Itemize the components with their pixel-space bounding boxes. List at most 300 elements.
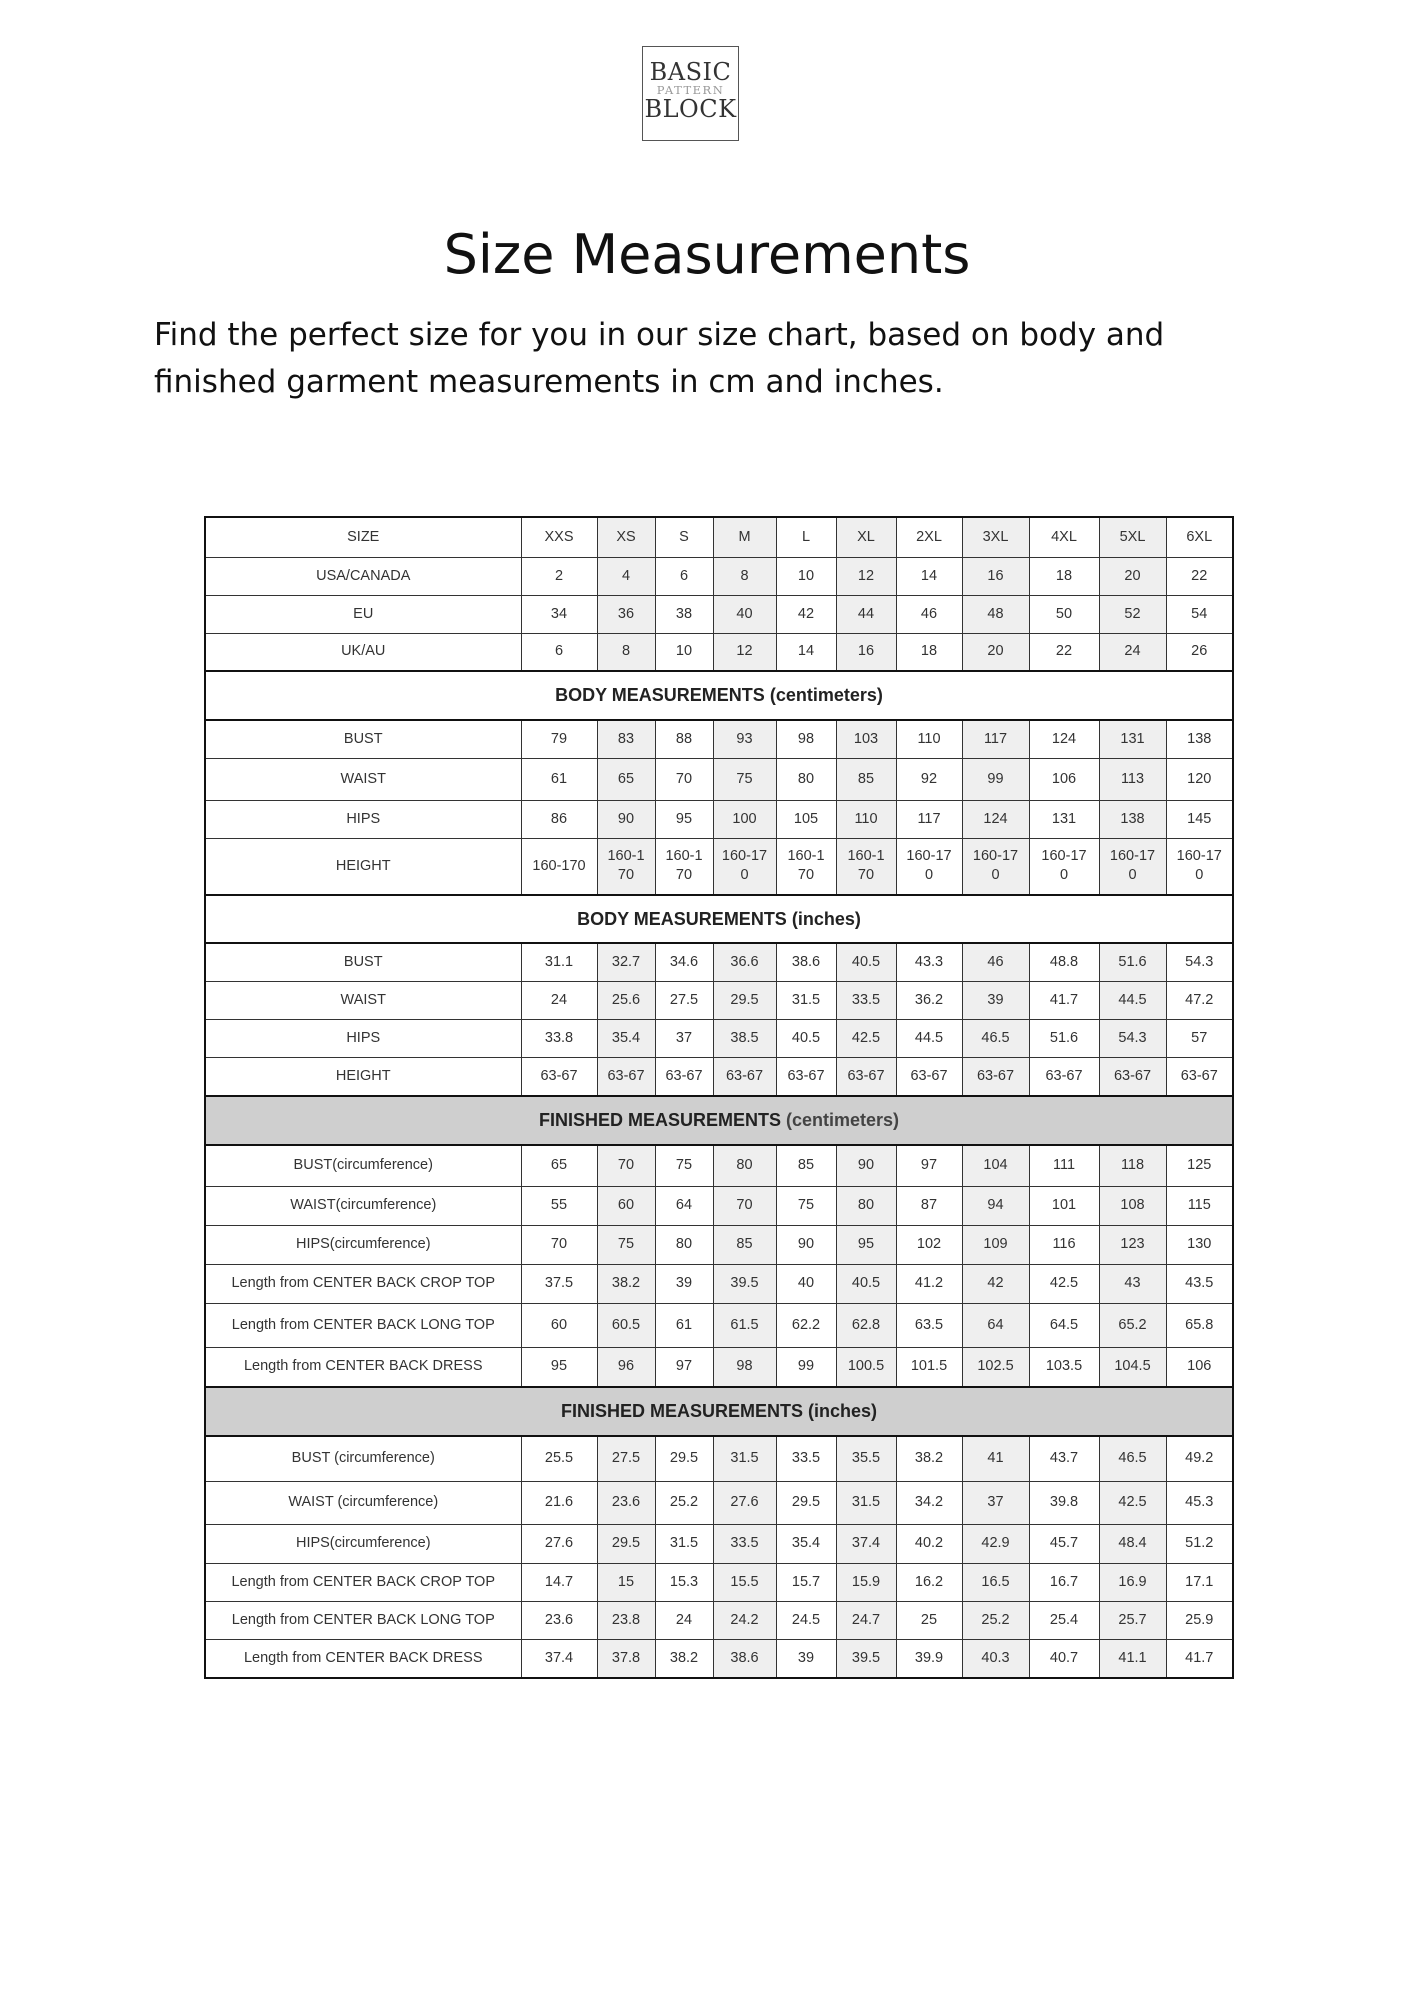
table-cell: 63-67: [597, 1057, 655, 1096]
table-cell: 18: [1029, 557, 1099, 595]
table-row: [205, 1639, 1233, 1678]
section-title: [205, 671, 1233, 720]
section-header-row: [205, 1387, 1233, 1436]
table-cell: 22: [1166, 557, 1233, 595]
table-cell: 24.5: [776, 1601, 836, 1639]
table-row: [205, 1481, 1233, 1524]
table-cell: 160-17 0: [1029, 838, 1099, 895]
row-label: EU: [205, 595, 521, 633]
table-cell: 65: [521, 1145, 597, 1186]
table-row: [205, 800, 1233, 838]
table-cell: 37: [962, 1481, 1029, 1524]
row-label: Length from CENTER BACK CROP TOP: [205, 1563, 521, 1601]
table-cell: 46.5: [1099, 1436, 1166, 1481]
table-cell: 116: [1029, 1225, 1099, 1264]
row-label: WAIST (circumference): [205, 1481, 521, 1524]
table-cell: 83: [597, 720, 655, 758]
table-cell: 102: [896, 1225, 962, 1264]
table-cell: 42: [962, 1264, 1029, 1303]
table-cell: 26: [1166, 633, 1233, 671]
table-cell: 16.7: [1029, 1563, 1099, 1601]
table-cell: 39.5: [713, 1264, 776, 1303]
table-cell: 12: [836, 557, 896, 595]
table-cell: 70: [521, 1225, 597, 1264]
table-cell: 31.5: [655, 1524, 713, 1563]
table-cell: 108: [1099, 1186, 1166, 1225]
table-cell: 160-17 0: [962, 838, 1029, 895]
table-cell: 24: [655, 1601, 713, 1639]
table-row: [205, 633, 1233, 671]
table-cell: 39: [776, 1639, 836, 1678]
table-cell: 145: [1166, 800, 1233, 838]
header-cell: XS: [597, 517, 655, 557]
table-cell: 101: [1029, 1186, 1099, 1225]
logo-line-2: PATTERN: [656, 83, 725, 97]
table-cell: 98: [776, 720, 836, 758]
table-cell: 63-67: [896, 1057, 962, 1096]
table-cell: 63-67: [776, 1057, 836, 1096]
table-row: [205, 595, 1233, 633]
table-cell: 36.2: [896, 981, 962, 1019]
table-cell: 41: [962, 1436, 1029, 1481]
table-row: [205, 557, 1233, 595]
table-cell: 60: [521, 1303, 597, 1347]
table-cell: 93: [713, 720, 776, 758]
section-title: [205, 895, 1233, 943]
table-cell: 160-17 0: [1099, 838, 1166, 895]
table-cell: 43.3: [896, 943, 962, 981]
table-cell: 75: [655, 1145, 713, 1186]
table-cell: 44.5: [896, 1019, 962, 1057]
table-cell: 34.2: [896, 1481, 962, 1524]
table-cell: 37.5: [521, 1264, 597, 1303]
table-cell: 15.5: [713, 1563, 776, 1601]
table-cell: 33.5: [713, 1524, 776, 1563]
table-cell: 138: [1099, 800, 1166, 838]
table-cell: 23.6: [521, 1601, 597, 1639]
table-cell: 90: [836, 1145, 896, 1186]
table-cell: 25.2: [962, 1601, 1029, 1639]
table-cell: 104: [962, 1145, 1029, 1186]
table-cell: 75: [776, 1186, 836, 1225]
row-label: HIPS: [205, 1019, 521, 1057]
table-cell: 38.2: [597, 1264, 655, 1303]
table-cell: 45.3: [1166, 1481, 1233, 1524]
table-cell: 102.5: [962, 1347, 1029, 1387]
table-row: [205, 1057, 1233, 1096]
table-cell: 86: [521, 800, 597, 838]
table-cell: 20: [962, 633, 1029, 671]
table-cell: 38.2: [896, 1436, 962, 1481]
table-row: [205, 1436, 1233, 1481]
table-cell: 51.6: [1099, 943, 1166, 981]
table-cell: 29.5: [713, 981, 776, 1019]
table-cell: 63-67: [962, 1057, 1029, 1096]
table-cell: 4: [597, 557, 655, 595]
row-label: WAIST: [205, 981, 521, 1019]
table-cell: 70: [655, 758, 713, 800]
row-label: Length from CENTER BACK CROP TOP: [205, 1264, 521, 1303]
table-cell: 27.5: [655, 981, 713, 1019]
table-row: [205, 838, 1233, 895]
table-cell: 27.6: [713, 1481, 776, 1524]
table-cell: 87: [896, 1186, 962, 1225]
table-cell: 10: [655, 633, 713, 671]
table-cell: 160-1 70: [836, 838, 896, 895]
table-cell: 15.7: [776, 1563, 836, 1601]
section-title-text: BODY MEASUREMENTS: [577, 908, 787, 929]
table-cell: 51.2: [1166, 1524, 1233, 1563]
row-label: UK/AU: [205, 633, 521, 671]
table-cell: 39.8: [1029, 1481, 1099, 1524]
table-cell: 35.4: [776, 1524, 836, 1563]
table-cell: 20: [1099, 557, 1166, 595]
page-title: Size Measurements: [443, 223, 971, 286]
section-unit: (inches): [808, 1401, 878, 1421]
table-cell: 75: [597, 1225, 655, 1264]
header-cell: 2XL: [896, 517, 962, 557]
table-cell: 40.5: [836, 943, 896, 981]
table-cell: 123: [1099, 1225, 1166, 1264]
table-cell: 51.6: [1029, 1019, 1099, 1057]
table-cell: 99: [962, 758, 1029, 800]
table-cell: 39.9: [896, 1639, 962, 1678]
table-cell: 63-67: [655, 1057, 713, 1096]
table-cell: 85: [836, 758, 896, 800]
table-cell: 35.4: [597, 1019, 655, 1057]
table-cell: 38: [655, 595, 713, 633]
table-cell: 25: [896, 1601, 962, 1639]
table-cell: 41.2: [896, 1264, 962, 1303]
row-label: Length from CENTER BACK DRESS: [205, 1639, 521, 1678]
table-cell: 25.2: [655, 1481, 713, 1524]
table-cell: 40.3: [962, 1639, 1029, 1678]
table-cell: 97: [655, 1347, 713, 1387]
table-cell: 15: [597, 1563, 655, 1601]
table-cell: 90: [597, 800, 655, 838]
table-cell: 25.7: [1099, 1601, 1166, 1639]
row-label: BUST: [205, 720, 521, 758]
header-cell: L: [776, 517, 836, 557]
table-cell: 60.5: [597, 1303, 655, 1347]
table-cell: 42.9: [962, 1524, 1029, 1563]
section-title: [205, 1096, 1233, 1145]
table-cell: 124: [962, 800, 1029, 838]
table-cell: 63-67: [836, 1057, 896, 1096]
table-cell: 16: [962, 557, 1029, 595]
header-cell: 3XL: [962, 517, 1029, 557]
table-cell: 60: [597, 1186, 655, 1225]
table-cell: 46: [896, 595, 962, 633]
table-cell: 95: [521, 1347, 597, 1387]
table-cell: 99: [776, 1347, 836, 1387]
table-cell: 62.2: [776, 1303, 836, 1347]
table-cell: 94: [962, 1186, 1029, 1225]
table-cell: 12: [713, 633, 776, 671]
table-cell: 160-1 70: [655, 838, 713, 895]
table-cell: 106: [1029, 758, 1099, 800]
table-cell: 160-1 70: [776, 838, 836, 895]
header-cell: 5XL: [1099, 517, 1166, 557]
table-cell: 62.8: [836, 1303, 896, 1347]
table-cell: 63-67: [713, 1057, 776, 1096]
table-cell: 16.9: [1099, 1563, 1166, 1601]
table-cell: 100: [713, 800, 776, 838]
table-cell: 65.8: [1166, 1303, 1233, 1347]
table-cell: 118: [1099, 1145, 1166, 1186]
table-cell: 92: [896, 758, 962, 800]
table-cell: 22: [1029, 633, 1099, 671]
table-cell: 43: [1099, 1264, 1166, 1303]
table-row: [205, 720, 1233, 758]
table-cell: 36.6: [713, 943, 776, 981]
table-cell: 2: [521, 557, 597, 595]
table-cell: 103: [836, 720, 896, 758]
table-cell: 24: [521, 981, 597, 1019]
brand-logo: [642, 46, 739, 141]
section-header-row: [205, 895, 1233, 943]
table-cell: 8: [597, 633, 655, 671]
table-cell: 39: [655, 1264, 713, 1303]
table-cell: 160-170: [521, 838, 597, 895]
table-cell: 16.2: [896, 1563, 962, 1601]
table-row: [205, 981, 1233, 1019]
table-cell: 55: [521, 1186, 597, 1225]
table-cell: 97: [896, 1145, 962, 1186]
table-cell: 38.5: [713, 1019, 776, 1057]
table-cell: 65: [597, 758, 655, 800]
table-cell: 95: [655, 800, 713, 838]
table-cell: 42.5: [836, 1019, 896, 1057]
table-cell: 96: [597, 1347, 655, 1387]
row-label: HIPS: [205, 800, 521, 838]
table-row: [205, 1601, 1233, 1639]
table-cell: 105: [776, 800, 836, 838]
table-cell: 40.2: [896, 1524, 962, 1563]
table-cell: 160-17 0: [896, 838, 962, 895]
table-cell: 16.5: [962, 1563, 1029, 1601]
table-cell: 17.1: [1166, 1563, 1233, 1601]
table-cell: 23.8: [597, 1601, 655, 1639]
table-cell: 48.8: [1029, 943, 1099, 981]
table-cell: 42.5: [1099, 1481, 1166, 1524]
table-cell: 52: [1099, 595, 1166, 633]
table-cell: 31.5: [776, 981, 836, 1019]
table-cell: 23.6: [597, 1481, 655, 1524]
row-label: Length from CENTER BACK DRESS: [205, 1347, 521, 1387]
table-cell: 33.8: [521, 1019, 597, 1057]
table-cell: 65.2: [1099, 1303, 1166, 1347]
table-cell: 130: [1166, 1225, 1233, 1264]
row-label: Length from CENTER BACK LONG TOP: [205, 1303, 521, 1347]
section-title-text: BODY MEASUREMENTS: [555, 685, 765, 705]
table-cell: 90: [776, 1225, 836, 1264]
table-cell: 36: [597, 595, 655, 633]
table-cell: 70: [597, 1145, 655, 1186]
table-cell: 104.5: [1099, 1347, 1166, 1387]
table-cell: 21.6: [521, 1481, 597, 1524]
table-cell: 18: [896, 633, 962, 671]
table-cell: 41.1: [1099, 1639, 1166, 1678]
table-cell: 31.5: [713, 1436, 776, 1481]
section-title-text: FINISHED MEASUREMENTS: [538, 1110, 781, 1130]
table-cell: 40.7: [1029, 1639, 1099, 1678]
row-label: BUST: [205, 943, 521, 981]
table-row: [205, 758, 1233, 800]
header-cell: XXS: [521, 517, 597, 557]
row-label: BUST (circumference): [205, 1436, 521, 1481]
table-cell: 95: [836, 1225, 896, 1264]
table-cell: 38.6: [713, 1639, 776, 1678]
header-cell: 4XL: [1029, 517, 1099, 557]
table-cell: 50: [1029, 595, 1099, 633]
table-cell: 38.6: [776, 943, 836, 981]
table-cell: 41.7: [1166, 1639, 1233, 1678]
table-header-row: [205, 517, 1233, 557]
section-title: [205, 1387, 1233, 1436]
table-cell: 29.5: [597, 1524, 655, 1563]
table-cell: 40: [713, 595, 776, 633]
table-cell: 41.7: [1029, 981, 1099, 1019]
section-header-row: [205, 1096, 1233, 1145]
table-row: [205, 1264, 1233, 1303]
table-row: [205, 943, 1233, 981]
table-cell: 25.4: [1029, 1601, 1099, 1639]
row-label: HIPS(circumference): [205, 1524, 521, 1563]
table-cell: 160-1 70: [597, 838, 655, 895]
table-cell: 113: [1099, 758, 1166, 800]
table-cell: 57: [1166, 1019, 1233, 1057]
table-cell: 31.1: [521, 943, 597, 981]
section-unit: (inches): [791, 908, 861, 929]
table-cell: 85: [713, 1225, 776, 1264]
table-cell: 64: [962, 1303, 1029, 1347]
table-cell: 111: [1029, 1145, 1099, 1186]
row-label: HEIGHT: [205, 1057, 521, 1096]
table-cell: 25.9: [1166, 1601, 1233, 1639]
table-cell: 33.5: [836, 981, 896, 1019]
table-cell: 8: [713, 557, 776, 595]
table-cell: 98: [713, 1347, 776, 1387]
table-cell: 40: [776, 1264, 836, 1303]
table-cell: 34.6: [655, 943, 713, 981]
table-cell: 61: [655, 1303, 713, 1347]
table-cell: 63-67: [1099, 1057, 1166, 1096]
table-cell: 80: [655, 1225, 713, 1264]
table-cell: 48.4: [1099, 1524, 1166, 1563]
table-cell: 37.8: [597, 1639, 655, 1678]
table-cell: 63-67: [1029, 1057, 1099, 1096]
table-cell: 29.5: [776, 1481, 836, 1524]
table-cell: 70: [713, 1186, 776, 1225]
row-label: Length from CENTER BACK LONG TOP: [205, 1601, 521, 1639]
table-cell: 25.5: [521, 1436, 597, 1481]
table-cell: 32.7: [597, 943, 655, 981]
table-cell: 44: [836, 595, 896, 633]
table-row: [205, 1019, 1233, 1057]
table-cell: 6: [655, 557, 713, 595]
section-header-row: [205, 671, 1233, 720]
header-cell: S: [655, 517, 713, 557]
table-cell: 64.5: [1029, 1303, 1099, 1347]
table-cell: 110: [896, 720, 962, 758]
table-cell: 31.5: [836, 1481, 896, 1524]
table-cell: 80: [776, 758, 836, 800]
table-cell: 54.3: [1166, 943, 1233, 981]
table-cell: 106: [1166, 1347, 1233, 1387]
table-cell: 80: [713, 1145, 776, 1186]
table-cell: 47.2: [1166, 981, 1233, 1019]
table-cell: 85: [776, 1145, 836, 1186]
table-cell: 14: [896, 557, 962, 595]
table-cell: 37: [655, 1019, 713, 1057]
table-cell: 138: [1166, 720, 1233, 758]
table-cell: 63-67: [1166, 1057, 1233, 1096]
table-cell: 25.6: [597, 981, 655, 1019]
table-cell: 35.5: [836, 1436, 896, 1481]
table-cell: 42.5: [1029, 1264, 1099, 1303]
table-cell: 124: [1029, 720, 1099, 758]
header-cell-size: SIZE: [205, 517, 521, 557]
table-cell: 160-17 0: [1166, 838, 1233, 895]
table-cell: 24: [1099, 633, 1166, 671]
table-cell: 117: [962, 720, 1029, 758]
intro-text: Find the perfect size for you in our size chart, based on body and finished garment measurements in cm and inches.: [154, 317, 1165, 400]
table-cell: 49.2: [1166, 1436, 1233, 1481]
row-label: WAIST: [205, 758, 521, 800]
table-cell: 64: [655, 1186, 713, 1225]
table-cell: 39.5: [836, 1639, 896, 1678]
table-cell: 43.5: [1166, 1264, 1233, 1303]
size-chart-table: [204, 516, 1234, 1679]
table-cell: 131: [1099, 720, 1166, 758]
table-cell: 27.5: [597, 1436, 655, 1481]
table-cell: 37.4: [521, 1639, 597, 1678]
table-cell: 42: [776, 595, 836, 633]
table-cell: 46: [962, 943, 1029, 981]
table-cell: 39: [962, 981, 1029, 1019]
row-label: HEIGHT: [205, 838, 521, 895]
table-cell: 54.3: [1099, 1019, 1166, 1057]
table-cell: 16: [836, 633, 896, 671]
table-cell: 45.7: [1029, 1524, 1099, 1563]
table-cell: 40.5: [836, 1264, 896, 1303]
row-label: USA/CANADA: [205, 557, 521, 595]
table-cell: 75: [713, 758, 776, 800]
table-cell: 48: [962, 595, 1029, 633]
section-unit: (centimeters): [785, 1110, 900, 1130]
table-cell: 29.5: [655, 1436, 713, 1481]
table-row: [205, 1225, 1233, 1264]
row-label: HIPS(circumference): [205, 1225, 521, 1264]
table-cell: 131: [1029, 800, 1099, 838]
table-cell: 34: [521, 595, 597, 633]
table-cell: 63-67: [521, 1057, 597, 1096]
table-cell: 33.5: [776, 1436, 836, 1481]
table-cell: 80: [836, 1186, 896, 1225]
table-cell: 54: [1166, 595, 1233, 633]
table-row: [205, 1186, 1233, 1225]
table-row: [205, 1347, 1233, 1387]
logo-line-3: BLOCK: [644, 95, 737, 123]
table-row: [205, 1563, 1233, 1601]
table-cell: 115: [1166, 1186, 1233, 1225]
table-cell: 44.5: [1099, 981, 1166, 1019]
header-cell: M: [713, 517, 776, 557]
table-cell: 46.5: [962, 1019, 1029, 1057]
table-cell: 27.6: [521, 1524, 597, 1563]
table-cell: 117: [896, 800, 962, 838]
